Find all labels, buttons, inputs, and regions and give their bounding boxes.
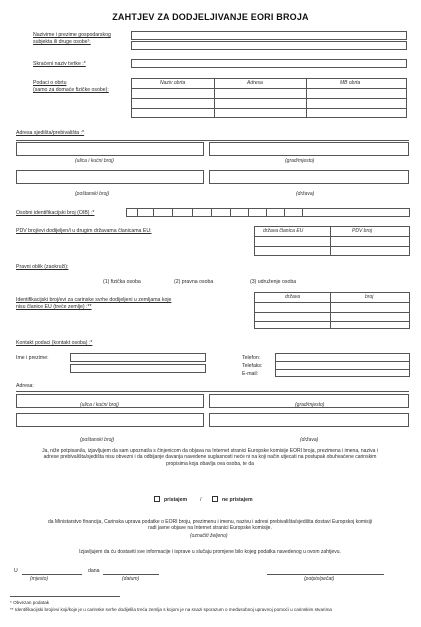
street-field[interactable] <box>16 142 204 156</box>
city-field[interactable] <box>209 142 409 156</box>
address-label: Adresa sjedišta/prebivališta :* <box>16 130 85 136</box>
legal-option-1[interactable]: (1) fizička osoba <box>103 279 141 285</box>
oib-field[interactable] <box>126 208 410 217</box>
city-caption: (grad/mjesto) <box>285 158 315 164</box>
business-col-name: Naziv obrta <box>160 80 186 86</box>
name-label-line-2: subjekta ili druge osobe¹: <box>33 39 91 45</box>
ident-label-line-2: nisu članice EU (treće zemlje) :** <box>16 304 92 310</box>
legal-form-label: Pravni oblik (zaokruži): <box>16 264 69 270</box>
signature-caption: (potpis/pečat) <box>304 576 335 582</box>
contact-name-label: Ime i prezime: <box>16 355 49 361</box>
contact-address-label: Adresa: <box>16 383 34 389</box>
name-field-2[interactable] <box>131 41 407 50</box>
ident-table <box>254 292 410 329</box>
fax-label: Telefaks: <box>242 363 263 369</box>
business-label-line-1: Podaci o obrtu <box>33 80 67 86</box>
contact-country-caption: (država) <box>300 437 319 443</box>
postal-caption: (poštanski broj) <box>75 191 110 197</box>
consent-text: Ja, niže potpisani/a, izjavljujem da sam upoznat/a s činjenicom da objava na Internet stranici Europske komisije EORI broja, prezimena i imena, naziva i adrese prebivališta/sjedišta nisu obvezni i da odbijanje davanja navedene suglasnosti neće ni na koji način utjecati na postupak obuhvaćene carinskim propisima koja obavlja ova osoba, te da <box>42 448 378 467</box>
contact-street-caption: (ulica i kućni broj) <box>80 402 119 408</box>
declaration-text: Izjavljujem da ću dostaviti sve informacije i isprave u slučaju promjene bilo kojeg podatka navedenog u ovom zahtjevu. <box>79 549 341 555</box>
street-caption: (ulica i kućni broj) <box>75 158 114 164</box>
agree-checkbox[interactable] <box>154 496 160 502</box>
contact-country-field[interactable] <box>209 413 409 427</box>
vat-col-country: država članica EU <box>263 228 304 234</box>
contact-label: Kontakt podaci (kontakt osoba) :* <box>16 340 93 346</box>
disagree-checkbox[interactable] <box>212 496 218 502</box>
signature-line[interactable] <box>267 574 384 575</box>
oib-label: Osobni identifikacijski broj (OIB) :* <box>16 210 95 216</box>
name-field-1[interactable] <box>131 31 407 40</box>
postal-field[interactable] <box>16 170 204 184</box>
contact-name-field-2[interactable] <box>70 364 206 373</box>
business-label-line-2: (samo za domaće fizičke osobe): <box>33 87 109 93</box>
ministry-note: (označiti željeno) <box>190 533 228 539</box>
email-label: E-mail: <box>242 371 259 377</box>
form-title: ZAHTJEV ZA DODJELJIVANJE EORI BROJA <box>112 12 309 22</box>
ident-col-country: država <box>285 294 301 300</box>
contact-phone-fax-email-box[interactable] <box>275 353 410 377</box>
vat-label: PDV broj/evi dodijeljen/i u drugim državama članicama EU: <box>16 228 152 234</box>
contact-name-field[interactable] <box>70 353 206 362</box>
place-line[interactable] <box>22 574 82 575</box>
footnote-1: * Obvezan podatak <box>10 600 50 605</box>
legal-option-2[interactable]: (2) pravna osoba <box>174 279 214 285</box>
contact-postal-field[interactable] <box>16 413 204 427</box>
place-caption: (mjesto) <box>30 576 49 582</box>
ident-col-number: broj <box>365 294 374 300</box>
date-label: dana <box>88 568 100 574</box>
disagree-label: ne pristajem <box>222 497 253 503</box>
footnote-2: ** Identifikacijski broj/evi koji/koje je u carinske svrhe dodijelila treća zemlja s kojom je na snazi sporazum o međusobnoj upravnoj pomoći u carinskim stvarima <box>10 607 332 612</box>
business-col-mb: MB obrta <box>340 80 361 86</box>
date-line[interactable] <box>103 574 159 575</box>
agree-label: pristajem <box>164 497 188 503</box>
contact-city-caption: (grad/mjesto) <box>295 402 325 408</box>
date-caption: (datum) <box>122 576 140 582</box>
agree-slash: / <box>200 497 202 503</box>
ministry-text: da Ministarstvo financija, Carinska uprava podatke o EORI broju, prezimenu i imenu, nazivu i adresi prebivališta/sjedišta dostavi Europskoj komisiji radi javne objave na Internet stranici Europske komisije. <box>47 519 373 532</box>
country-field[interactable] <box>209 170 409 184</box>
vat-col-number: PDV broj <box>352 228 373 234</box>
country-caption: (država) <box>296 191 315 197</box>
short-name-label: Skraćeni naziv tvrtke :* <box>33 61 86 67</box>
business-col-address: Adresa <box>247 80 263 86</box>
place-prefix: U <box>14 568 18 574</box>
short-name-field[interactable] <box>131 59 407 68</box>
contact-postal-caption: (poštanski broj) <box>80 437 115 443</box>
phone-label: Telefon: <box>242 355 261 361</box>
ident-label-line-1: Identifikacijski broj/evi za carinske svrhe dodijeljeni u zemljama koje <box>16 297 172 303</box>
legal-option-3[interactable]: (3) udruženje osoba <box>250 279 297 285</box>
name-label-line-1: Nazivime i prezime gospodarskog <box>33 32 111 38</box>
